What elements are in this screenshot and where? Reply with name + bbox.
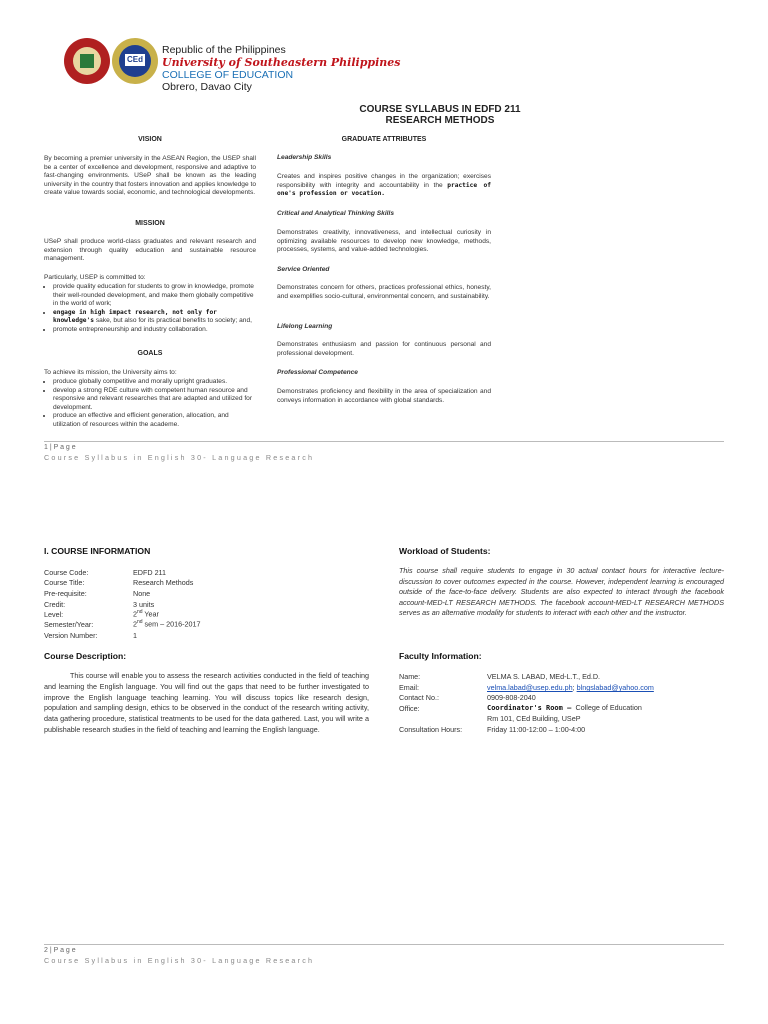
footer-text: Course Syllabus in English 30- Language Research (44, 956, 315, 965)
info-value: 2nd sem – 2016-2017 (133, 619, 201, 629)
info-label: Level: (44, 610, 64, 619)
graduate-attributes-heading: GRADUATE ATTRIBUTES (341, 136, 427, 143)
faculty-label: Office: (399, 704, 420, 713)
university-name: University of Southeastern Philippines (162, 56, 401, 69)
info-label: Credit: (44, 600, 66, 609)
info-value: Research Methods (133, 578, 194, 587)
attr-text: Demonstrates creativity, innovativeness, and intellectual curiosity in optimizing available resources to develop new knowledge, methods, processes, systems, and value-added technologies. (277, 229, 491, 254)
address: Obrero, Davao City (162, 81, 252, 93)
list-item: • produce globally competitive and morally upright graduates. (53, 378, 256, 387)
attr-title: Leadership Skills (277, 154, 332, 161)
attr-text: Creates and inspires positive changes in the organization; exercises responsibility with integrity and accountability in the practice of one's profession or vocation. (277, 173, 491, 198)
faculty-office-room: Rm 101, CEd Building, USeP (487, 714, 581, 723)
syllabus-subtitle: RESEARCH METHODS (385, 115, 495, 126)
attr-text: Demonstrates enthusiasm and passion for continuous personal and professional development. (277, 341, 491, 357)
goals-heading: GOALS (137, 350, 163, 357)
info-value: 3 units (133, 600, 155, 609)
attr-title: Lifelong Learning (277, 323, 333, 330)
attr-title: Critical and Analytical Thinking Skills (277, 210, 395, 217)
info-label: Version Number: (44, 631, 98, 640)
republic-line: Republic of the Philippines (162, 44, 286, 56)
vision-text: By becoming a premier university in the ASEAN Region, the USEP shall be a center of excellence and development, responsive and adaptive to fast-changing environments. USeP shall be known as the leading university in the country that fosters innovation and applies knowledge to create value towards social, economic, and technological developments. (44, 155, 256, 197)
list-item: • develop a strong RDE culture with competent human resource and responsive and relevant researches that are adapted and utilized for development. (53, 387, 256, 413)
footer-divider (44, 441, 724, 442)
faculty-office: Coordinator's Room – College of Education (487, 703, 642, 712)
list-item: • produce an effective and efficient generation, allocation, and utilization of resources within the academe. (53, 412, 256, 429)
info-value: 2nd Year (133, 609, 159, 619)
course-description-heading: Course Description: (44, 651, 127, 661)
goals-list (44, 378, 256, 430)
commitment-list (44, 283, 256, 335)
list-item: • provide quality education for students to grow in knowledge, promote their well-rounded development, and make them globally competitive in the world of work; (53, 283, 256, 309)
info-label: Semester/Year: (44, 620, 94, 629)
faculty-info-heading: Faculty Information: (399, 651, 482, 661)
footer-text: Course Syllabus in English 30- Language Research (44, 453, 315, 462)
vision-heading: VISION (138, 136, 162, 143)
page-number: 2 | P a g e (44, 947, 76, 954)
mission-text: USeP shall produce world-class graduates and relevant research and extension through quality education and sustainable resource management. (44, 238, 256, 263)
workload-heading: Workload of Students: (399, 546, 491, 556)
attr-text: Demonstrates concern for others, practices professional ethics, honesty, and exemplifies socio-cultural, environmental concern, and sustainability. (277, 284, 491, 300)
committed-intro: Particularly, USEP is committed to: (44, 274, 146, 281)
college-of-education-logo: CEd (112, 38, 158, 84)
faculty-contact: 0909-808-2040 (487, 693, 536, 702)
faculty-name: VELMA S. LABAD, MEd-L.T., Ed.D. (487, 672, 601, 681)
info-value: 1 (133, 631, 137, 640)
email-link[interactable]: velma.labad@usep.edu.ph (487, 683, 573, 692)
faculty-label: Consultation Hours: (399, 725, 463, 734)
footer-divider (44, 944, 724, 945)
info-label: Course Code: (44, 568, 89, 577)
page-number: 1 | P a g e (44, 444, 76, 451)
course-info-heading: I. COURSE INFORMATION (44, 546, 151, 556)
faculty-email: velma.labad@usep.edu.ph; blngslabad@yahoo.com (487, 683, 654, 692)
course-description-text: This course will enable you to assess the research activities conducted in the field of teaching and learning the English language. You will find out the gaps that need to be further investigated to improve the English language teaching learning. You will discuss topics like research design, population and sampling design, ethics to be observed in the conduct of the research writing activity, data gathering procedure, statistical treatments to be used for the data gathered. Last, you will write a publishable research studies in the field of teaching and learning the English language. (44, 671, 369, 734)
attr-text: Demonstrates proficiency and flexibility in the area of specialization and conveys information in accordance with global standards. (277, 388, 491, 404)
email-link[interactable]: blngslabad@yahoo.com (576, 683, 654, 692)
list-item: • promote entrepreneurship and industry collaboration. (53, 326, 256, 335)
workload-text: This course shall require students to engage in 30 actual contact hours for interactive lecture-discussion to cover outcomes expected in the course. However, independent learning is encouraged outside of the face-to-face delivery. Students are also expected to interact through the facebook account-MED-LT RESEARCH METHODS. The facebook account-MED-LT RESEARCH METHODS serves as an alternative modality for students to interact with each other and the instructor. (399, 566, 724, 618)
faculty-label: Email: (399, 683, 419, 692)
list-item: • engage in high impact research, not only for knowledge's sake, but also for its practical benefits to society; and, (53, 309, 256, 326)
faculty-label: Name: (399, 672, 421, 681)
faculty-hours: Friday 11:00-12:00 – 1:00-4:00 (487, 725, 586, 734)
info-value: EDFD 211 (133, 568, 167, 577)
info-value: None (133, 589, 151, 598)
attr-title: Service Oriented (277, 266, 330, 273)
info-label: Course Title: (44, 578, 85, 587)
goals-intro: To achieve its mission, the University aims to: (44, 369, 177, 376)
info-label: Pre-requisite: (44, 589, 87, 598)
faculty-label: Contact No.: (399, 693, 439, 702)
university-seal-logo (64, 38, 110, 84)
college-name: COLLEGE OF EDUCATION (162, 69, 294, 81)
syllabus-title: COURSE SYLLABUS IN EDFD 211 (359, 104, 521, 115)
attr-title: Professional Competence (277, 369, 358, 376)
mission-heading: MISSION (135, 220, 165, 227)
